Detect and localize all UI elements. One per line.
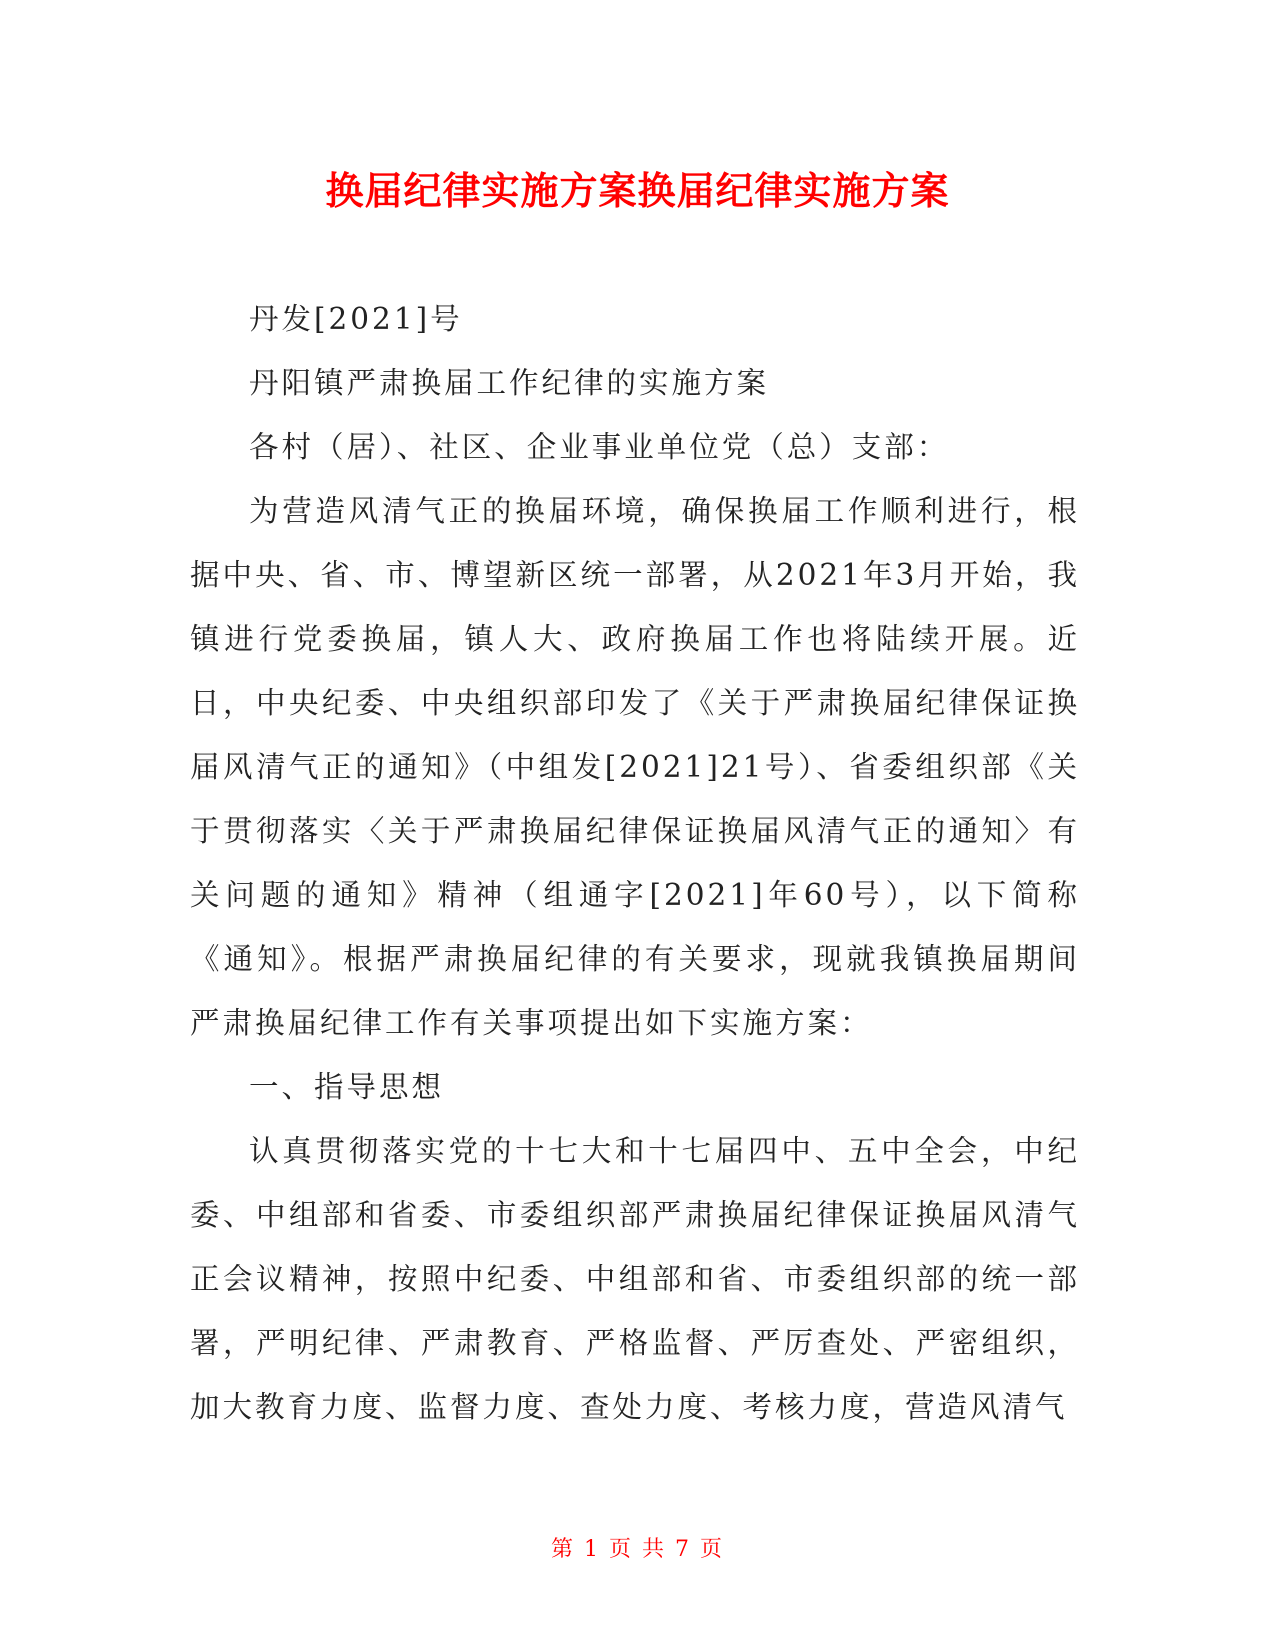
section-heading: 一、指导思想: [249, 1070, 445, 1104]
document-body: [190, 287, 1080, 1439]
document-title: 换届纪律实施方案换届纪律实施方案: [325, 169, 950, 213]
document-number: 丹发[2021]号: [249, 302, 463, 336]
document-subtitle: 丹阳镇严肃换届工作纪律的实施方案: [249, 366, 770, 400]
page-footer: 第 1 页 共 7 页: [551, 1537, 724, 1562]
guiding-thought-paragraph: 认真贯彻落实党的十七大和十七届四中、五中全会，中纪委、中组部和省委、市委组织部严肃换届纪律保证换届风清气正会议精神，按照中纪委、中组部和省、市委组织部的统一部署，严明纪律、严肃教育、严格监督、严厉查处、严密组织，加大教育力度、监督力度、查处力度、考核力度，营造风清气: [190, 1134, 1080, 1424]
recipient-line: 各村（居）、社区、企业事业单位党（总）支部：: [249, 430, 950, 464]
intro-paragraph: 为营造风清气正的换届环境，确保换届工作顺利进行，根据中央、省、市、博望新区统一部署，从2021年3月开始，我镇进行党委换届，镇人大、政府换届工作也将陆续开展。近日，中央纪委、中央组织部印发了《关于严肃换届纪律保证换届风清气正的通知》（中组发[2021]21号）、省委组织部《关于贯彻落实〈关于严肃换届纪律保证换届风清气正的通知〉有关问题的通知》精神（组通字[2021]年60号），以下简称《通知》。根据严肃换届纪律的有关要求，现就我镇换届期间严肃换届纪律工作有关事项提出如下实施方案：: [190, 494, 1080, 1040]
